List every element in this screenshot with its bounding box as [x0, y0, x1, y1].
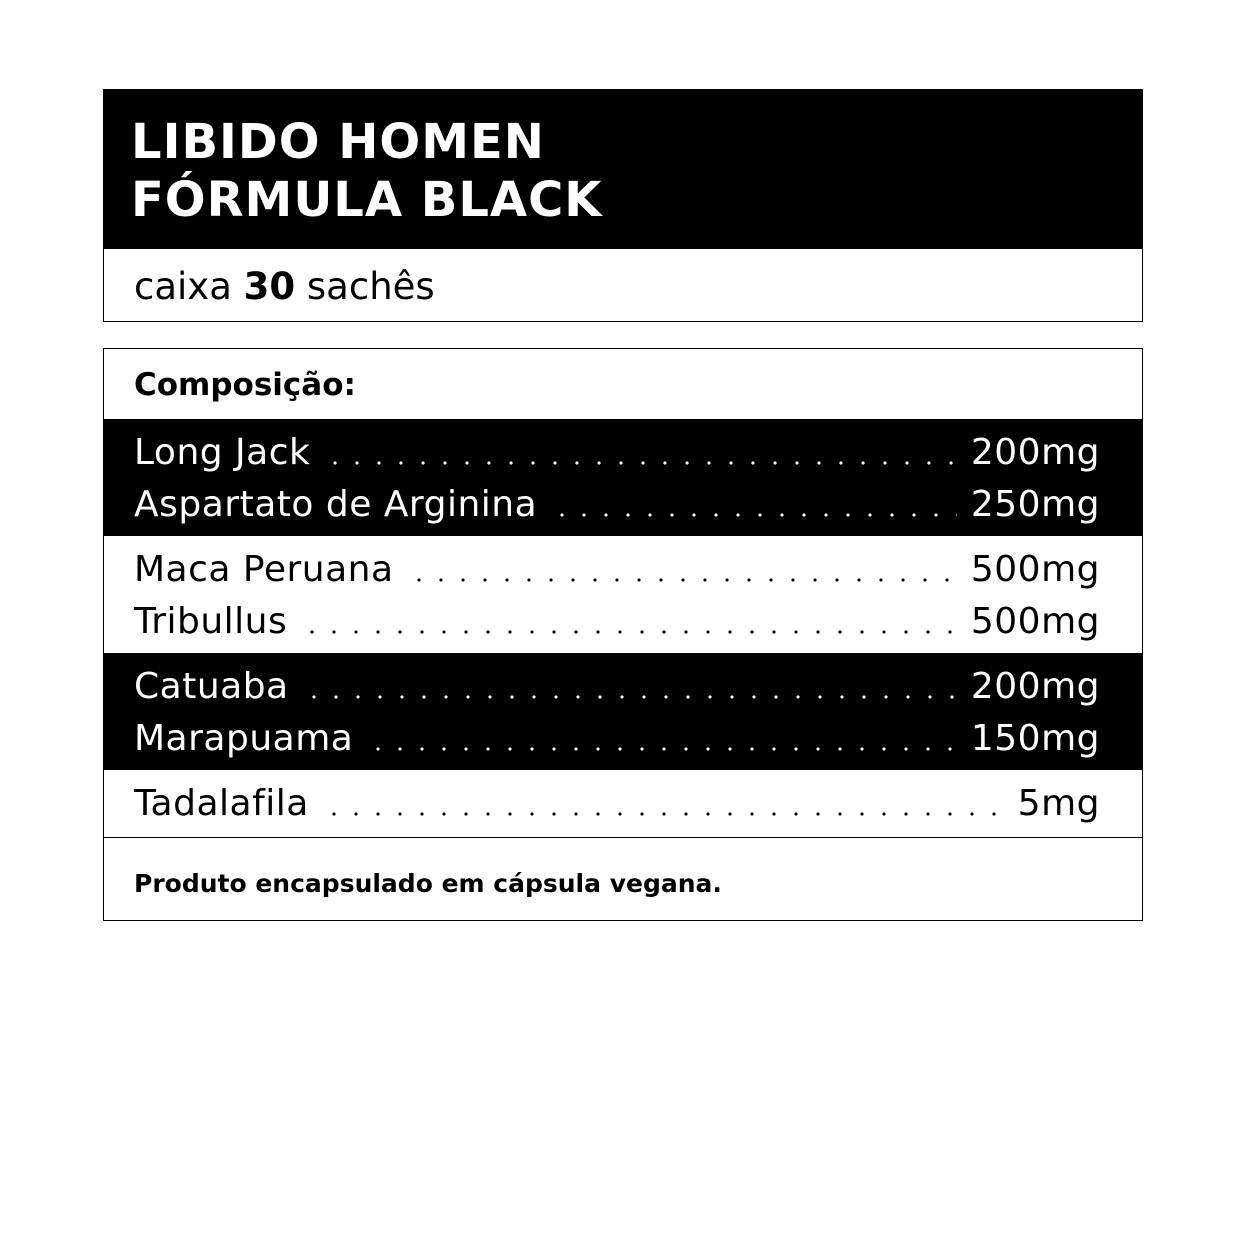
package-count: 30 — [243, 265, 296, 308]
ingredient-row — [134, 431, 1100, 475]
dot-leader — [408, 578, 957, 582]
composition-heading: Composição: — [134, 367, 356, 403]
dot-leader — [551, 513, 957, 517]
ingredient-row — [134, 600, 1100, 644]
package-prefix: caixa — [134, 265, 232, 308]
ingredient-group-3 — [104, 653, 1142, 770]
ingredient-name: Aspartato de Arginina — [134, 484, 538, 525]
product-title-line-2: FÓRMULA BLACK — [131, 172, 603, 228]
ingredient-name: Maca Peruana — [134, 549, 394, 590]
dot-leader — [303, 695, 957, 699]
package-unit: sachês — [306, 265, 435, 308]
ingredient-name: Tadalafila — [134, 783, 309, 824]
capsule-footnote: Produto encapsulado em cápsula vegana. — [134, 869, 722, 898]
ingredient-row — [134, 548, 1100, 592]
ingredient-row — [134, 665, 1100, 709]
ingredient-amount: 250mg — [970, 484, 1100, 525]
ingredient-amount: 150mg — [970, 718, 1100, 759]
product-title-box — [103, 89, 1143, 322]
ingredient-group-4 — [104, 770, 1142, 838]
ingredient-name: Marapuama — [134, 718, 354, 759]
ingredient-name: Catuaba — [134, 666, 289, 707]
product-title-line-1: LIBIDO HOMEN — [131, 114, 545, 170]
title-band — [104, 90, 1142, 249]
ingredient-amount: 5mg — [1017, 783, 1100, 824]
ingredient-amount: 200mg — [970, 432, 1100, 473]
package-description — [134, 265, 435, 309]
ingredient-amount: 200mg — [970, 666, 1100, 707]
dot-leader — [323, 812, 1004, 816]
ingredient-name: Long Jack — [134, 432, 311, 473]
ingredient-name: Tribullus — [134, 601, 288, 642]
ingredient-amount: 500mg — [970, 549, 1100, 590]
ingredient-row — [134, 717, 1100, 761]
ingredient-row — [134, 782, 1100, 826]
dot-leader — [324, 461, 956, 465]
dot-leader — [301, 630, 957, 634]
composition-table — [103, 348, 1143, 921]
ingredient-group-2 — [104, 536, 1142, 653]
ingredient-row — [134, 483, 1100, 527]
ingredient-amount: 500mg — [970, 601, 1100, 642]
ingredient-group-1 — [104, 419, 1142, 536]
dot-leader — [367, 747, 957, 751]
